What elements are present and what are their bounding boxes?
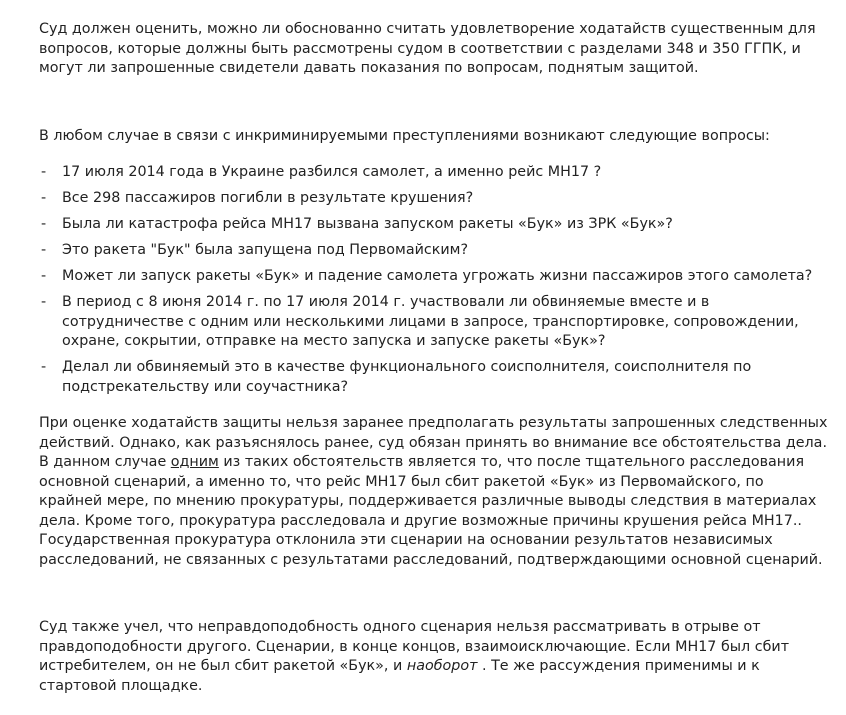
list-item [39, 189, 829, 209]
paragraph-text: из таких обстоятельств является то, что после тщательного расследования основной сценарий, а именно то, что рейс MH17 был сбит ракетой «Бук» из Первомайского, по крайней мере, по мнению прокуратуры, поддерживается различные выводы следствия в материалах дела. Кроме того, прокуратура расследовала и другие возможные причины крушения рейса MH17.. Государственная прокуратура отклонила эти сценарии на основании результатов независимых расследований, не связанных с результатами расследований, подтверждающими основной сценарий. [39, 454, 823, 568]
question-text: В период с 8 июня 2014 г. по 17 июля 2014 г. участвовали ли обвиняемые вместе и в сотрудничестве с одним или несколькими лицами в запросе, транспортировке, сопровождении, охране, сокрытии, отправке на место запуска и запуске ракеты «Бук»? [62, 294, 799, 349]
question-text: Может ли запуск ракеты «Бук» и падение самолета угрожать жизни пассажиров этого самолета? [62, 268, 813, 284]
bullet-dash: - [41, 190, 47, 206]
question-text: 17 июля 2014 года в Украине разбился самолет, а именно рейс MH17 ? [62, 164, 602, 180]
list-item [39, 358, 829, 397]
bullet-dash: - [41, 242, 47, 258]
questions-list [39, 163, 829, 404]
question-text: Все 298 пассажиров погибли в результате крушения? [62, 190, 474, 206]
list-item [39, 267, 829, 287]
paragraph-scenarios [39, 618, 829, 696]
paragraph-text: . Те же рассуждения применимы и к стартовой площадке. [39, 658, 760, 694]
paragraph-defense-motions [39, 414, 829, 570]
paragraph-court-assessment: Суд должен оценить, можно ли обоснованно считать удовлетворение ходатайств существенным для вопросов, которые должны быть рассмотрены судом в соответствии с разделами 348 и 350 ГГПК, и могут ли запрошенные свидетели давать показания по вопросам, поднятым защитой. [39, 21, 816, 76]
question-text: Была ли катастрофа рейса MH17 вызвана запуском ракеты «Бук» из ЗРК «Бук»? [62, 216, 673, 232]
list-item [39, 215, 829, 235]
list-item [39, 163, 829, 183]
question-text: Это ракета "Бук" была запущена под Первомайским? [62, 242, 469, 258]
list-item [39, 241, 829, 261]
underlined-word: одним [170, 454, 219, 470]
paragraph-questions-intro: В любом случае в связи с инкриминируемыми преступлениями возникают следующие вопросы: [39, 128, 770, 144]
paragraph-text: При оценке ходатайств защиты нельзя заранее предполагать результаты запрошенных следственных действий. Однако, как разъяснялось ранее, суд обязан принять во внимание все обстоятельства дела. В данном случае [39, 415, 828, 470]
list-item [39, 293, 829, 352]
bullet-dash: - [41, 268, 47, 284]
bullet-dash: - [41, 294, 47, 310]
italic-word: наоборот [406, 658, 478, 674]
bullet-dash: - [41, 164, 47, 180]
question-text: Делал ли обвиняемый это в качестве функционального соисполнителя, соисполнителя по подстрекательству или соучастника? [62, 359, 752, 395]
bullet-dash: - [41, 359, 47, 375]
paragraph-text: Суд также учел, что неправдоподобность одного сценария нельзя рассматривать в отрыве от правдоподобности другого. Сценарии, в конце концов, взаимоисключающие. Если MH17 был сбит истребителем, он не был сбит ракетой «Бук», и [39, 619, 790, 674]
bullet-dash: - [41, 216, 47, 232]
